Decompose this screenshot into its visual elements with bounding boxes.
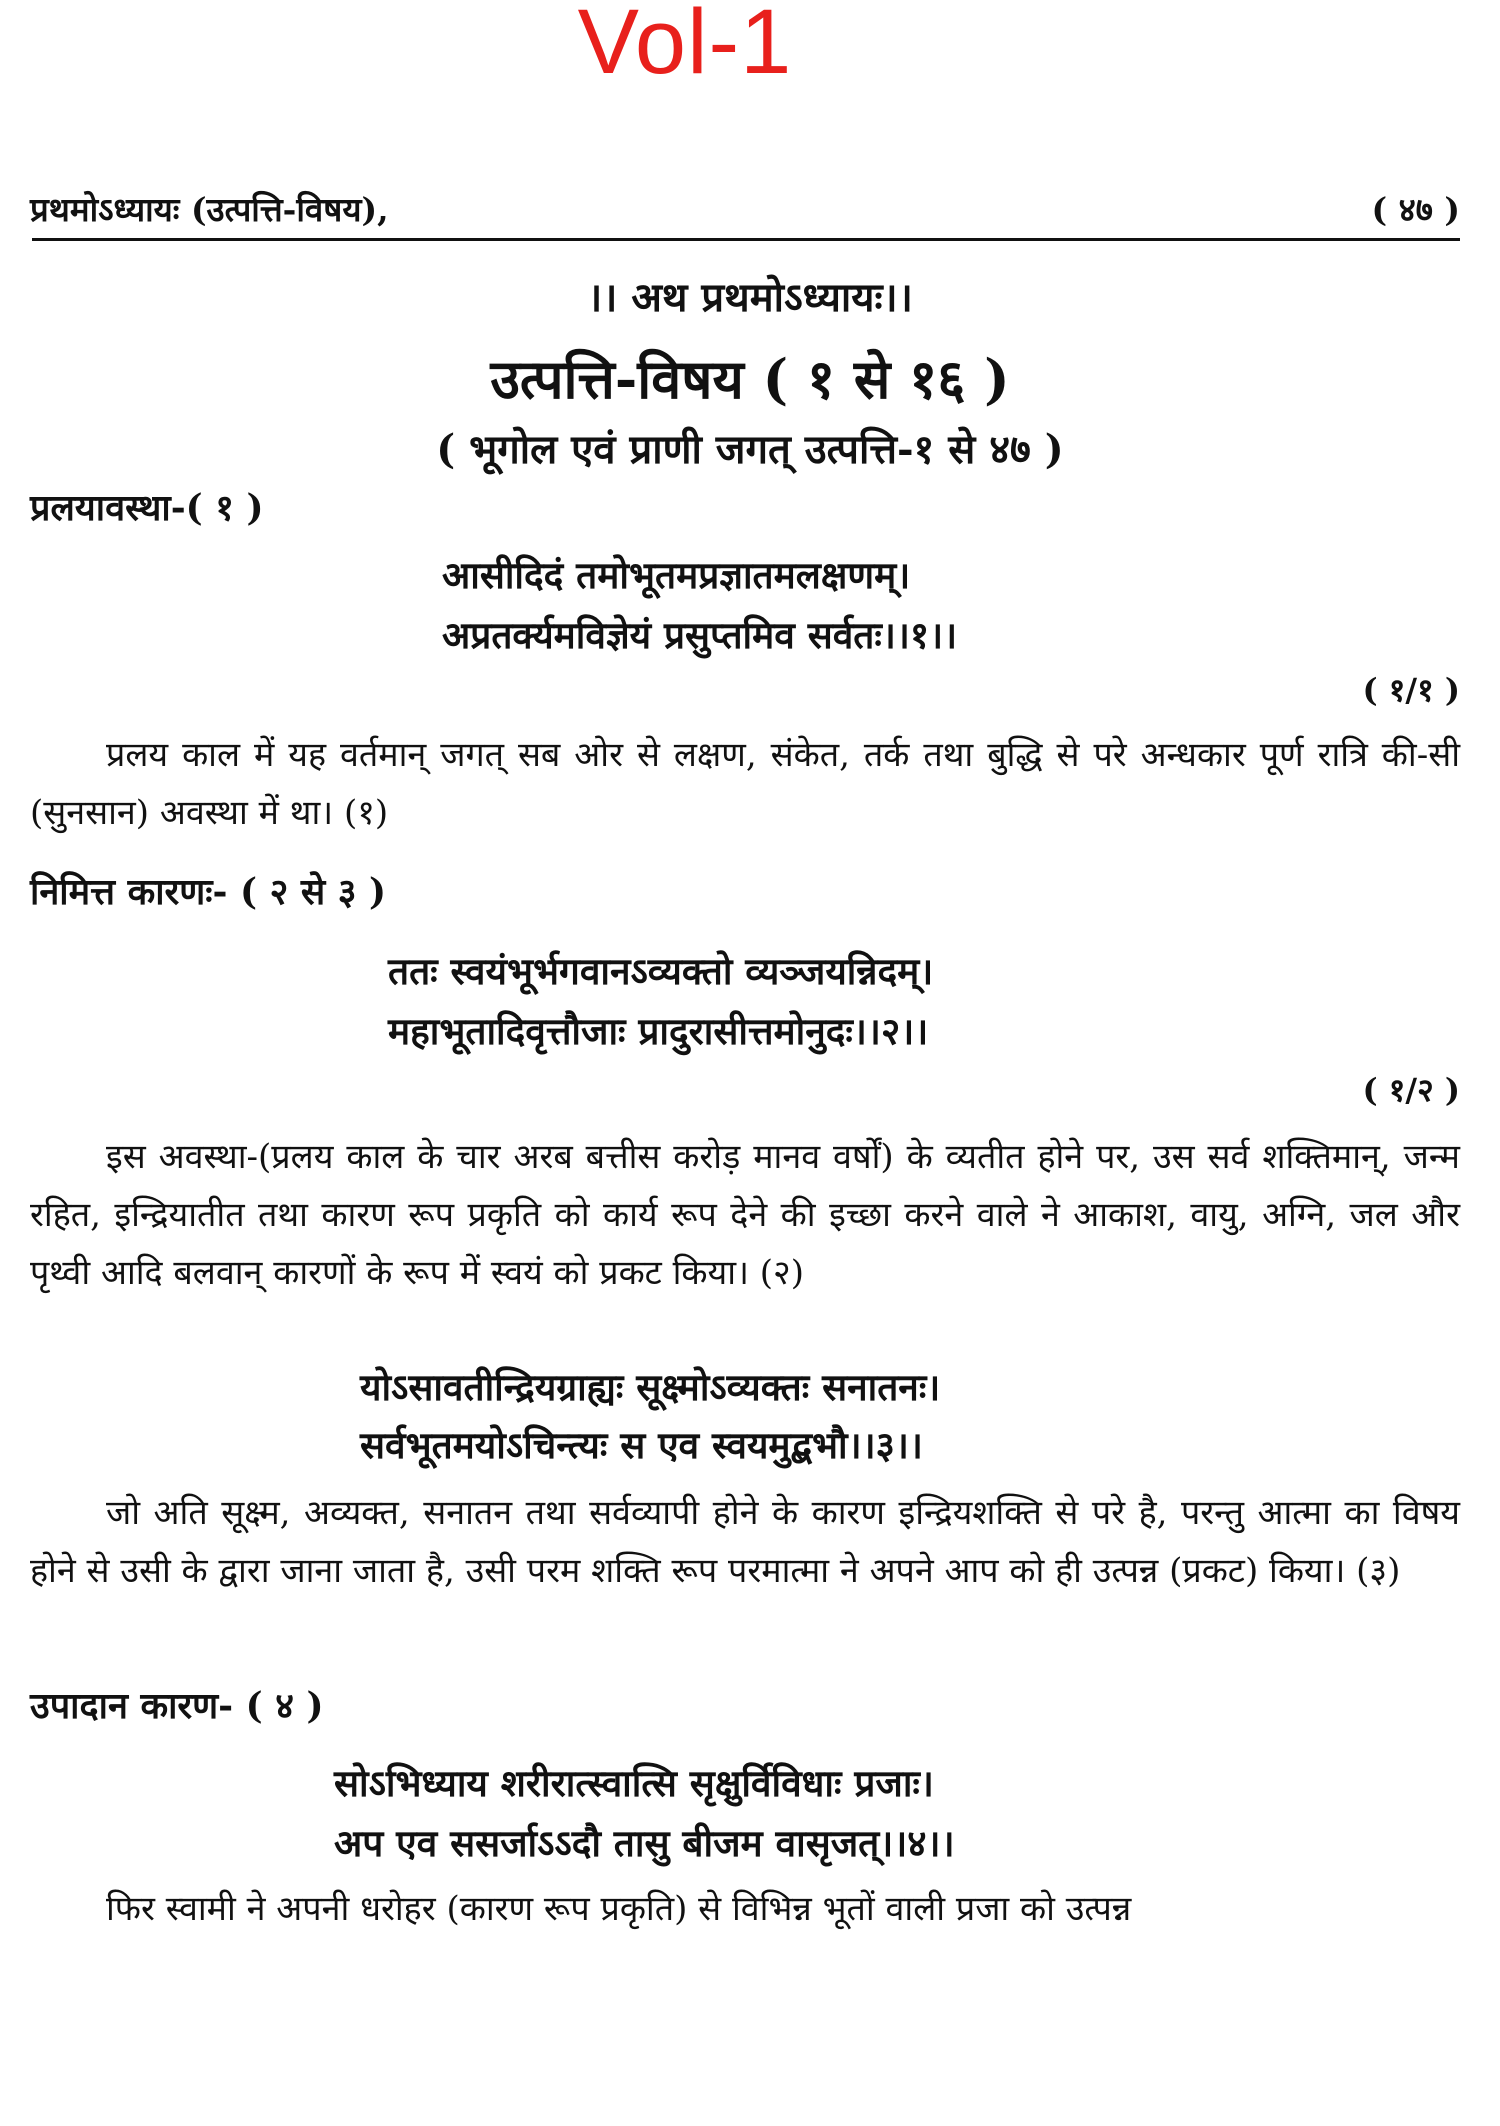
translation-1: प्रलय काल में यह वर्तमान् जगत् सब ओर से लक्षण, संकेत, तर्क तथा बुद्धि से परे अन्धकार पूर्ण रात्रि की-सी (सुनसान) अवस्था में था। (१)	[30, 735, 1460, 833]
translation-2: इस अवस्था-(प्रलय काल के चार अरब बत्तीस करोड़ मानव वर्षों) के व्यतीत होने पर, उस सर्व शक्तिमान्, जन्म रहित, इन्द्रियातीत तथा कारण रूप प्रकृति को कार्य रूप देने की इच्छा करने वाले ने आकाश, वायु, अग्नि, जल और पृथ्वी आदि बलवान् कारणों के रूप में स्वयं को प्रकट किया। (२)	[30, 1137, 1460, 1293]
chapter-subtitle: ( भूगोल एवं प्राणी जगत् उत्पत्ति-१ से ४७ )	[436, 426, 1064, 473]
verse-1-line-1: आसीदिदं तमोभूतमप्रज्ञातमलक्षणम्।	[442, 553, 911, 597]
verse-2-line-1: ततः स्वयंभूर्भगवानऽव्यक्तो व्यञ्जयन्निदम्।	[388, 949, 934, 993]
header-rule	[32, 238, 1460, 241]
verse-2-line-2: महाभूतादिवृत्तौजाः प्रादुरासीत्तमोनुदः।।२।।	[388, 1009, 929, 1053]
chapter-opening: ।। अथ प्रथमोऽध्यायः।।	[587, 274, 913, 321]
section-heading-upadana: उपादान कारण- ( ४ )	[30, 1685, 324, 1727]
verse-4-line-2: अप एव ससर्जाऽऽदौ तासु बीजम वासृजत्।।४।।	[334, 1821, 955, 1865]
verse-2-ref: ( १/२ )	[1362, 1071, 1460, 1109]
page-number: ( ४७ )	[1371, 190, 1460, 229]
section-heading-nimitta: निमित्त कारणः- ( २ से ३ )	[30, 871, 387, 913]
verse-1-ref: ( १/१ )	[1362, 671, 1460, 709]
section-heading-pralaya: प्रलयावस्था-( १ )	[30, 487, 264, 529]
running-head	[30, 186, 1460, 236]
running-title: प्रथमोऽध्यायः (उत्पत्ति-विषय),	[30, 190, 389, 229]
verse-3-line-2: सर्वभूतमयोऽचिन्त्यः स एव स्वयमुद्बभौ।।३।।	[360, 1423, 923, 1467]
chapter-title: उत्पत्ति-विषय ( १ से १६ )	[490, 347, 1010, 411]
volume-label: Vol-1	[577, 0, 793, 93]
translation-4: फिर स्वामी ने अपनी धरोहर (कारण रूप प्रकृति) से विभिन्न भूतों वाली प्रजा को उत्पन्न	[106, 1889, 1132, 1929]
verse-4-line-1: सोऽभिध्याय शरीरात्स्वात्सि सृक्षुर्विविधाः प्रजाः।	[334, 1761, 934, 1805]
verse-3-line-1: योऽसावतीन्द्रियग्राह्यः सूक्ष्मोऽव्यक्तः सनातनः।	[360, 1365, 941, 1409]
translation-3: जो अति सूक्ष्म, अव्यक्त, सनातन तथा सर्वव्यापी होने के कारण इन्द्रियशक्ति से परे है, परन्तु आत्मा का विषय होने से उसी के द्वारा जाना जाता है, उसी परम शक्ति रूप परमात्मा ने अपने आप को ही उत्पन्न (प्रकट) किया। (३)	[30, 1493, 1460, 1591]
verse-1-line-2: अप्रतर्क्यमविज्ञेयं प्रसुप्तमिव सर्वतः।।१।।	[442, 613, 958, 657]
